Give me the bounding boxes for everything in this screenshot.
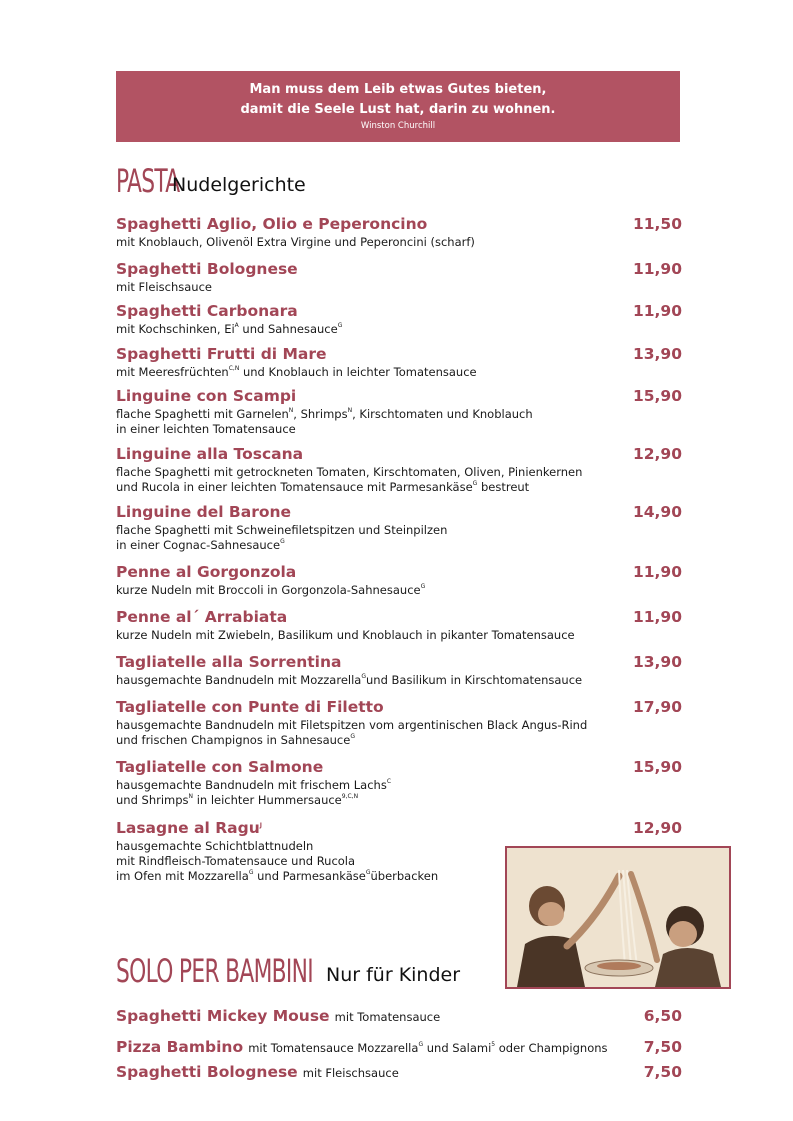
menu-item bbox=[116, 561, 682, 598]
menu-item bbox=[116, 343, 682, 380]
menu-item bbox=[116, 651, 682, 688]
menu-item bbox=[116, 213, 682, 250]
item-price: 13,90 bbox=[632, 653, 682, 671]
item-price: 12,90 bbox=[632, 445, 682, 463]
item-description: flache Spaghetti mit Garnelen$^N$, Shrimps$^N$, Kirschtomaten und Knoblauch in einer leichten Tomatensauce bbox=[116, 407, 533, 436]
item-description: flache Spaghetti mit getrockneten Tomaten, Kirschtomaten, Oliven, Pinienkernen und Rucola in einer leichten Tomatensauce mit Parmesankäse$^G$ bestreut bbox=[116, 465, 583, 494]
item-description: mit Fleischsauce bbox=[116, 280, 212, 294]
item-price: 11,90 bbox=[632, 260, 682, 278]
menu-item bbox=[116, 756, 682, 808]
item-name: Spaghetti Mickey Mouse bbox=[116, 1007, 330, 1025]
photo-illustration bbox=[507, 848, 729, 987]
item-price: 6,50 bbox=[643, 1007, 682, 1025]
item-name: Penne al´ Arrabiata bbox=[116, 608, 288, 626]
menu-item bbox=[116, 258, 682, 295]
item-price: 7,50 bbox=[643, 1038, 682, 1056]
pasta-title: PASTA bbox=[116, 162, 180, 200]
item-price: 17,90 bbox=[632, 698, 682, 716]
item-price: 15,90 bbox=[632, 758, 682, 776]
item-description: mit Tomatensauce bbox=[334, 1010, 441, 1024]
item-description: hausgemachte Bandnudeln mit frischem Lachs$^C$ und Shrimps$^N$ in leichter Hummersauce$^{9,C,N}$ bbox=[116, 778, 392, 807]
item-description: mit Knoblauch, Olivenöl Extra Virgine und Peperoncini (scharf) bbox=[116, 235, 475, 249]
item-price: 15,90 bbox=[632, 387, 682, 405]
item-name: Pizza Bambino bbox=[116, 1038, 244, 1056]
item-description: hausgemachte Bandnudeln mit Mozzarella$^G$und Basilikum in Kirschtomatensauce bbox=[116, 673, 583, 687]
menu-item bbox=[116, 443, 682, 495]
item-name: Lasagne al Ragu$^J$ bbox=[116, 819, 262, 837]
item-price: 11,50 bbox=[632, 215, 682, 233]
item-description: mit Tomatensauce Mozzarella$^G$ und Salami$^5$ oder Champignons bbox=[248, 1041, 608, 1055]
menu-item bbox=[116, 1005, 682, 1027]
pasta-subtitle: Nudelgerichte bbox=[172, 174, 306, 196]
item-description: mit Meeresfrüchten$^{C,N}$ und Knoblauch in leichter Tomatensauce bbox=[116, 365, 477, 379]
menu-item bbox=[116, 606, 682, 643]
quote-banner bbox=[116, 71, 680, 142]
item-description: hausgemachte Bandnudeln mit Filetspitzen vom argentinischen Black Angus-Rind und frischen Champignos in Sahnesauce$^G$ bbox=[116, 718, 588, 747]
item-name: Spaghetti Frutti di Mare bbox=[116, 345, 327, 363]
item-name: Tagliatelle alla Sorrentina bbox=[116, 653, 342, 671]
item-name: Linguine con Scampi bbox=[116, 387, 297, 405]
item-price: 14,90 bbox=[632, 503, 682, 521]
item-description: mit Kochschinken, $Ei^A$ und Sahnesauce$^G$ bbox=[116, 322, 343, 336]
item-description: flache Spaghetti mit Schweinefiletspitzen und Steinpilzen in einer Cognac-Sahnesauce$^G$ bbox=[116, 523, 448, 552]
item-name: Linguine alla Toscana bbox=[116, 445, 304, 463]
item-description: hausgemachte Schichtblattnudeln mit Rindfleisch-Tomatensauce und Rucola im Ofen mit Mozzarella$^G$ und Parmesankäse$^G$überbacken bbox=[116, 839, 439, 883]
item-price: 12,90 bbox=[632, 819, 682, 837]
item-name: Tagliatelle con Punte di Filetto bbox=[116, 698, 384, 716]
menu-item bbox=[116, 696, 682, 748]
item-name: Tagliatelle con Salmone bbox=[116, 758, 324, 776]
menu-item bbox=[116, 1036, 682, 1058]
quote-author: Winston Churchill bbox=[360, 121, 436, 131]
item-name: Penne al Gorgonzola bbox=[116, 563, 297, 581]
item-price: 13,90 bbox=[632, 345, 682, 363]
menu-item bbox=[116, 385, 682, 437]
item-description: mit Fleischsauce bbox=[302, 1066, 399, 1080]
menu-item bbox=[116, 501, 682, 553]
quote-line-1: Man muss dem Leib etwas Gutes bieten, bbox=[249, 82, 547, 97]
item-price: 11,90 bbox=[632, 608, 682, 626]
item-price: 7,50 bbox=[643, 1063, 682, 1081]
bambini-heading bbox=[116, 952, 461, 990]
item-name: Spaghetti Bolognese bbox=[116, 1063, 298, 1081]
item-name: Spaghetti Aglio, Olio e Peperoncino bbox=[116, 215, 428, 233]
item-name: Linguine del Barone bbox=[116, 503, 292, 521]
bambini-title: SOLO PER BAMBINI bbox=[116, 952, 313, 990]
item-price: 11,90 bbox=[632, 302, 682, 320]
item-description: kurze Nudeln mit Zwiebeln, Basilikum und Knoblauch in pikanter Tomatensauce bbox=[116, 628, 575, 642]
quote-line-2: damit die Seele Lust hat, darin zu wohnen. bbox=[240, 102, 556, 117]
item-description: kurze Nudeln mit Broccoli in Gorgonzola-Sahnesauce$^G$ bbox=[116, 583, 426, 597]
menu-item bbox=[116, 300, 682, 337]
bambini-subtitle: Nur für Kinder bbox=[326, 964, 461, 986]
pasta-heading bbox=[116, 162, 306, 200]
item-name: Spaghetti Bolognese bbox=[116, 260, 298, 278]
item-price: 11,90 bbox=[632, 563, 682, 581]
spaghetti-children-photo bbox=[505, 846, 731, 989]
item-name: Spaghetti Carbonara bbox=[116, 302, 298, 320]
menu-item bbox=[116, 1061, 682, 1083]
